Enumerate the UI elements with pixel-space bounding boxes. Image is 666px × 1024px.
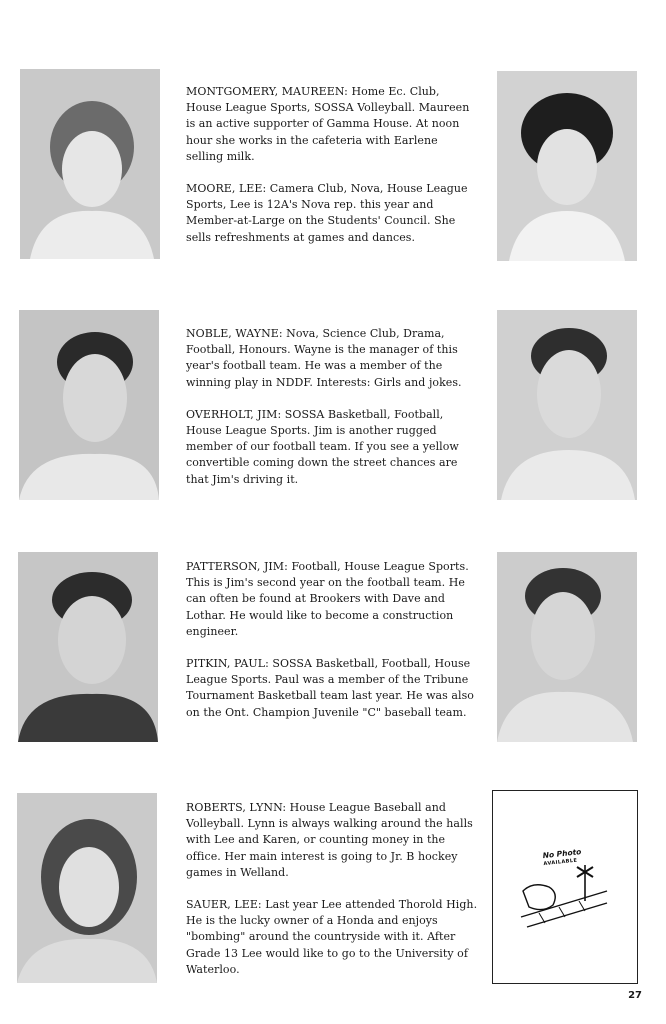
bio-entry: PITKIN, PAUL: SOSSA Basketball, Football, House League Sports. Paul was a member of the Tribune Tournament Basketball team last year. He was also on the Ont. Champion Juvenile "C" baseball team. (186, 657, 474, 719)
no-photo-caption: No Photo AVAILABLE (542, 847, 582, 868)
bio-entry: NOBLE, WAYNE: Nova, Science Club, Drama, Football, Honours. Wayne is the manager of this year's football team. He was a member of the winning play in NDDF. Interests: Girls and jokes. (186, 327, 462, 389)
bio-group-3 (186, 559, 478, 721)
portrait-photo-noble (19, 310, 159, 500)
bio-entry: ROBERTS, LYNN: House League Baseball and Volleyball. Lynn is always walking around the halls with Lee and Karen, or counting money in the office. Her main interest is going to Jr. B hockey games in Welland. (186, 801, 473, 879)
bio-entry: MOORE, LEE: Camera Club, Nova, House League Sports, Lee is 12A's Nova rep. this year and Member-at-Large on the Students' Council. She sells refreshments at games and dances. (186, 182, 468, 244)
bio-entry: MONTGOMERY, MAUREEN: Home Ec. Club, House League Sports, SOSSA Volleyball. Maureen is an active supporter of Gamma House. At noon hour she works in the cafeteria with Earlene selling milk. (186, 85, 470, 163)
portrait-photo-pitkin (497, 552, 637, 742)
portrait-photo-montgomery (20, 69, 160, 259)
portrait-photo-overholt (497, 310, 637, 500)
bio-entry: PATTERSON, JIM: Football, House League Sports. This is Jim's second year on the football team. He can often be found at Brookers with Dave and Lothar. He would like to become a construction engineer. (186, 560, 469, 638)
bio-group-4 (186, 800, 478, 978)
portrait-photo-patterson (18, 552, 158, 742)
portrait-photo-roberts (17, 793, 157, 983)
railroad-crossing-cartoon-icon (519, 861, 609, 931)
no-photo-available-box (492, 790, 638, 984)
bio-group-2 (186, 326, 478, 488)
bio-group-1 (186, 84, 478, 246)
bio-entry: OVERHOLT, JIM: SOSSA Basketball, Football, House League Sports. Jim is another rugged member of our football team. If you see a yellow convertible coming down the street chances are that Jim's driving it. (186, 407, 459, 486)
portrait-photo-moore (497, 71, 637, 261)
bio-entry: SAUER, LEE: Last year Lee attended Thorold High. He is the lucky owner of a Honda and enjoys "bombing" around the countryside with it. After Grade 13 Lee would like to go to the University of Waterloo. (186, 898, 478, 976)
page-number: 27 (628, 990, 642, 1001)
